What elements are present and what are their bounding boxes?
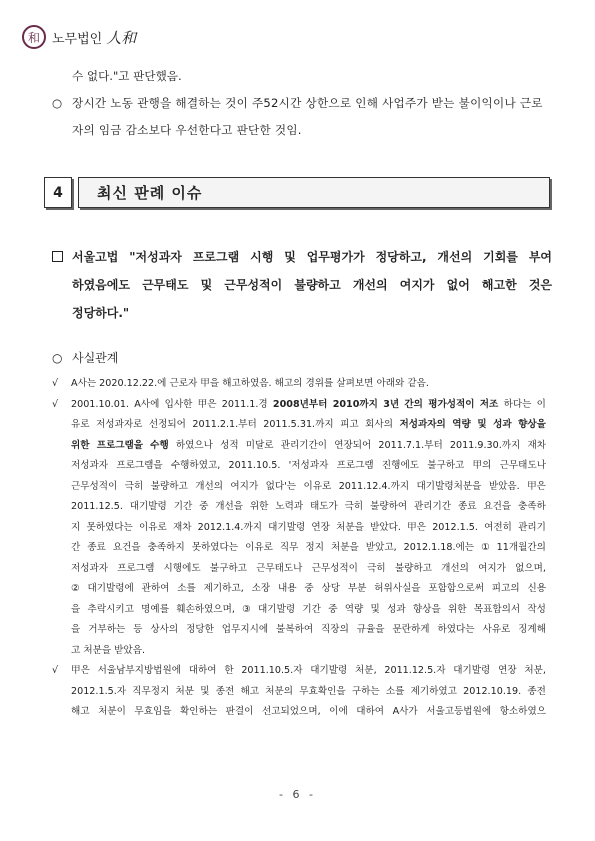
facts-heading-label: 사실관계	[72, 351, 119, 365]
word: 위한	[447, 603, 467, 615]
word: 상당	[321, 583, 340, 594]
word: 하였으나	[175, 439, 213, 451]
word: 피고	[340, 419, 359, 430]
word: 항소하였으	[499, 706, 546, 717]
emphasis-word: 성과	[493, 419, 512, 430]
word: 연장	[311, 521, 330, 533]
word: 성적	[220, 439, 239, 451]
word: 훼손하였으며,	[176, 603, 235, 615]
word: 작성	[527, 603, 546, 615]
word: 2011.12.4.까지	[338, 480, 410, 492]
word: 甲은	[407, 521, 427, 533]
word: 소를	[177, 583, 196, 594]
circle-bullet-icon: ○	[52, 351, 63, 365]
word: 업무지시에	[221, 624, 269, 635]
word: 처분,	[355, 665, 377, 676]
word: 대기발령	[258, 603, 296, 615]
page-header	[22, 22, 136, 52]
word: 개선의	[441, 562, 469, 574]
word: 근무성적이	[311, 562, 358, 574]
word: 진행에도	[381, 460, 419, 471]
word: 추락시키고	[87, 603, 134, 615]
word: 수행하였고,	[170, 460, 221, 471]
word: 및	[370, 603, 380, 615]
fact-line	[71, 620, 546, 641]
fact-line	[71, 497, 546, 518]
word: A사에	[134, 398, 160, 410]
fact-item	[52, 661, 546, 723]
word: 2001.10.01.	[71, 398, 129, 410]
word: 입사한	[164, 398, 193, 410]
section-number: 4	[44, 177, 72, 208]
word: 명예를	[141, 603, 169, 615]
word: 정지	[305, 542, 324, 553]
emphasis-word: 저조	[479, 398, 499, 410]
word: 불량하여	[370, 501, 408, 512]
word: ②	[71, 583, 80, 594]
word: 근무태도나	[499, 460, 546, 471]
word: 역량	[344, 603, 364, 615]
emphasis-word: 및	[477, 419, 487, 430]
word: 대기발령	[310, 665, 348, 676]
word: 받았고,	[365, 542, 397, 553]
word: 甲의	[472, 460, 492, 471]
word: 불량하고	[150, 480, 188, 492]
word: 충족하	[518, 501, 546, 512]
word: 극히	[367, 562, 386, 574]
word: A사가	[392, 706, 418, 717]
word: 태도가	[309, 501, 338, 512]
section-title: 최신 판례 이슈	[78, 177, 550, 208]
case-summary	[52, 243, 552, 327]
word: 부분	[347, 583, 367, 594]
word: 관하여	[141, 583, 170, 594]
word: 관리기간이	[280, 439, 328, 451]
word: 구하는	[351, 685, 380, 697]
word: 내용	[277, 583, 297, 594]
fact-text: A사는 2020.12.22.에 근로자 甲을 해고하였음. 해고의 경위를 살펴보면 아래와 같음.	[71, 378, 429, 389]
word: 받았다.	[370, 521, 401, 533]
word: 대기발령	[268, 521, 306, 533]
word: 정당한	[186, 624, 214, 635]
check-mark-icon: √	[52, 665, 59, 676]
word: 처분	[175, 685, 195, 697]
fact-line	[71, 682, 546, 703]
emphasis-word: 위한	[71, 439, 90, 451]
emphasis-word: 평가성적이	[428, 398, 475, 410]
word: 저성과자	[71, 562, 109, 574]
word: 극히	[344, 501, 364, 512]
word: 향상을	[412, 603, 441, 615]
word: 못하였다는	[191, 542, 239, 553]
word: 없다'는	[265, 480, 297, 492]
word: 불복하여	[276, 624, 314, 635]
word: 2012.1.5.	[432, 521, 478, 533]
word: 서울고등법원에	[426, 706, 492, 717]
word: 해고	[240, 685, 260, 697]
word: 2011.12.5.자	[384, 665, 446, 676]
word: 시행에도	[163, 562, 201, 574]
word: 거부하는	[88, 624, 126, 635]
word: 대기발령처분을	[416, 480, 482, 492]
word: 직무정지	[132, 685, 170, 697]
section-heading	[44, 177, 550, 208]
square-bullet-icon	[52, 251, 63, 262]
fact-line	[71, 600, 546, 621]
word: 없으며,	[515, 562, 546, 574]
fact-line	[71, 641, 546, 662]
word: 노력과	[275, 501, 304, 512]
word: 하였다는	[437, 624, 475, 635]
word: 선정되어	[148, 419, 186, 430]
word: 선고되었으며,	[261, 706, 321, 717]
emphasis-word: 향상을	[518, 419, 546, 430]
fact-line	[71, 436, 546, 457]
bullet-text: 장시간 노동 관행을 해결하는 것이 주52시간 상한으로 인해 사업주가 받는 불이익이나 근로자의 임금 감소보다 우선한다고 판단한 것임.	[72, 96, 543, 137]
word: 이유로	[138, 521, 167, 533]
word: 징계해	[518, 624, 546, 635]
word: 대하여	[356, 706, 385, 717]
emphasis-word: 2008년부터	[272, 398, 328, 410]
word: 포함함으로써	[428, 583, 484, 594]
fact-line	[71, 661, 546, 682]
word: 및	[200, 685, 210, 697]
emphasis-word: 간의	[404, 398, 423, 410]
word: 기간	[302, 603, 321, 615]
word: 직장의	[321, 624, 349, 635]
word: ③	[242, 603, 251, 615]
word: 중	[328, 603, 338, 615]
word: 해고	[71, 706, 90, 717]
case-summary-line: 서울고법 "저성과자 프로그램 시행 및 업무평가가 정당하고, 개선의 기회를 부여	[72, 250, 552, 264]
facts-list	[52, 374, 546, 723]
word: 프로그램	[336, 460, 374, 471]
fact-line	[71, 518, 546, 539]
word: 개선의	[195, 480, 223, 492]
word: 종전	[215, 685, 235, 697]
firm-hanja-name: 人和	[106, 28, 137, 47]
word: 2011.10.5.자	[241, 665, 303, 676]
fact-line	[71, 456, 546, 477]
word: 요건을	[483, 501, 512, 512]
word: 甲은	[527, 480, 546, 492]
word: 종전	[527, 685, 546, 697]
word: 회사의	[365, 419, 393, 430]
word: 규율을	[356, 624, 385, 635]
word: 받았음.	[488, 480, 520, 492]
word: 신용	[527, 583, 546, 594]
word: 을	[71, 603, 81, 615]
emphasis-word: 2010까지	[332, 398, 378, 410]
emphasis-word: 프로그램을	[96, 439, 144, 451]
word: 저성과자로	[96, 419, 143, 430]
word: 목표합의서	[473, 603, 521, 615]
word: 소장	[251, 583, 271, 594]
word: 저성과자	[71, 460, 109, 471]
word: 관리기	[518, 521, 546, 533]
check-mark-icon: √	[52, 378, 59, 389]
word: 불구하고	[427, 460, 465, 471]
word: 제기하였고	[410, 685, 457, 697]
word: 2012.1.5.자	[71, 685, 127, 697]
word: 극히	[124, 480, 144, 492]
word: 무효임을	[134, 706, 172, 717]
word: 근무성적이	[71, 480, 118, 492]
fact-item	[52, 374, 546, 395]
word: 확인하는	[180, 706, 218, 717]
word: 하다는	[503, 398, 532, 410]
word: 11개월간의	[496, 542, 546, 553]
word: 한	[224, 665, 234, 676]
word: 재차	[527, 439, 546, 451]
word: 2011.7.1.부터	[378, 439, 443, 451]
word: 사유로	[482, 624, 511, 635]
word: 불구하고	[209, 562, 247, 574]
word: 기간	[173, 501, 193, 512]
word: '저성과자	[288, 460, 329, 471]
word: 간	[71, 542, 81, 553]
word: 처분이	[98, 706, 126, 717]
word: 직무	[279, 542, 299, 553]
word: 2011.1.경	[221, 398, 268, 410]
word: 등	[133, 624, 143, 635]
word: 2012.1.4.까지	[197, 521, 262, 533]
fact-line	[71, 477, 546, 498]
case-summary-line: 정당하다."	[72, 306, 130, 320]
word: 무효확인을	[299, 685, 346, 697]
word: 2011.10.5.	[228, 460, 281, 471]
word: 처분의	[265, 685, 294, 697]
word: 연장	[498, 665, 517, 676]
word: 종료	[457, 501, 477, 512]
word: 대기발령	[129, 501, 167, 512]
word: 처분을	[330, 542, 359, 553]
word: 서울남부지방법원에	[97, 665, 182, 676]
word: 2011.2.1.부터	[192, 419, 257, 430]
word: 이	[536, 398, 546, 410]
fact-item	[52, 395, 546, 662]
word: 甲은	[71, 665, 90, 676]
word: 대기발령	[453, 665, 491, 676]
word: 요건을	[112, 542, 141, 553]
word: 2011.12.5.	[71, 501, 123, 512]
word: 개선을	[215, 501, 244, 512]
word: 연장되어	[334, 439, 372, 451]
word: 재차	[172, 521, 192, 533]
word: 2012.1.18.에는	[403, 542, 475, 553]
word: 지	[71, 521, 81, 533]
emphasis-word: 저성과자의	[399, 419, 446, 430]
word: 이유로	[245, 542, 273, 553]
circle-bullet-icon: ○	[52, 96, 63, 110]
word: ①	[481, 542, 490, 553]
firm-name: 노무법인	[52, 31, 103, 47]
word: 대기발령에	[87, 583, 134, 594]
word: 미달로	[245, 439, 274, 451]
word: 문란하게	[392, 624, 430, 635]
word: 을	[71, 624, 81, 635]
word: 제기하고,	[203, 583, 244, 594]
word: 여지가	[230, 480, 259, 492]
word: 대하여	[188, 665, 217, 676]
word: 이유로	[303, 480, 332, 492]
emphasis-word: 역량	[452, 419, 471, 430]
word: 관리기간	[414, 501, 452, 512]
word: 불량하고	[394, 562, 432, 574]
facts-heading	[52, 348, 118, 368]
continuation-text: 수 없다."고 판단했음.	[72, 69, 182, 83]
word: 피고의	[491, 583, 520, 594]
word: 프로그램을	[116, 460, 163, 471]
word: 처분,	[524, 665, 546, 676]
word: 2011.5.31.까지	[263, 419, 334, 430]
fact-line	[71, 579, 546, 600]
word: 여지가	[478, 562, 506, 574]
fact-line	[71, 395, 546, 416]
page-number: - 6 -	[279, 788, 316, 801]
fact-line	[71, 559, 546, 580]
word: 허위사실을	[374, 583, 421, 594]
word: 성과	[387, 603, 406, 615]
word: 중	[199, 501, 209, 512]
case-summary-line: 하였음에도 근무태도 및 근무성적이 불량하고 개선의 여지가 없어 해고한 것은	[72, 278, 552, 292]
word: 2011.9.30.까지	[449, 439, 521, 451]
word: 처분을	[336, 521, 364, 533]
fact-segment: 고 처분을 받았음.	[71, 644, 146, 656]
word: 2012.10.19.	[463, 685, 522, 697]
word: 소를	[385, 685, 405, 697]
word: 甲은	[197, 398, 217, 410]
word: 못하였다는	[86, 521, 133, 533]
word: 위한	[249, 501, 269, 512]
word: 유로	[71, 419, 90, 430]
bullet-item	[52, 90, 552, 144]
word: 여전히	[484, 521, 512, 533]
check-mark-icon: √	[52, 398, 59, 410]
word: 판결이	[225, 706, 254, 717]
word: 종료	[87, 542, 106, 553]
word: 이에	[329, 706, 348, 717]
word: 프로그램	[117, 562, 155, 574]
word: 상사의	[150, 624, 179, 635]
fact-line	[71, 415, 546, 436]
word: 충족하지	[147, 542, 185, 553]
word: 근무태도나	[256, 562, 303, 574]
emphasis-word: 3년	[383, 398, 400, 410]
firm-logo: 和	[22, 25, 46, 49]
word: 중	[304, 583, 314, 594]
fact-line	[71, 702, 546, 723]
emphasis-word: 수행	[150, 439, 169, 451]
fact-line	[71, 538, 546, 559]
